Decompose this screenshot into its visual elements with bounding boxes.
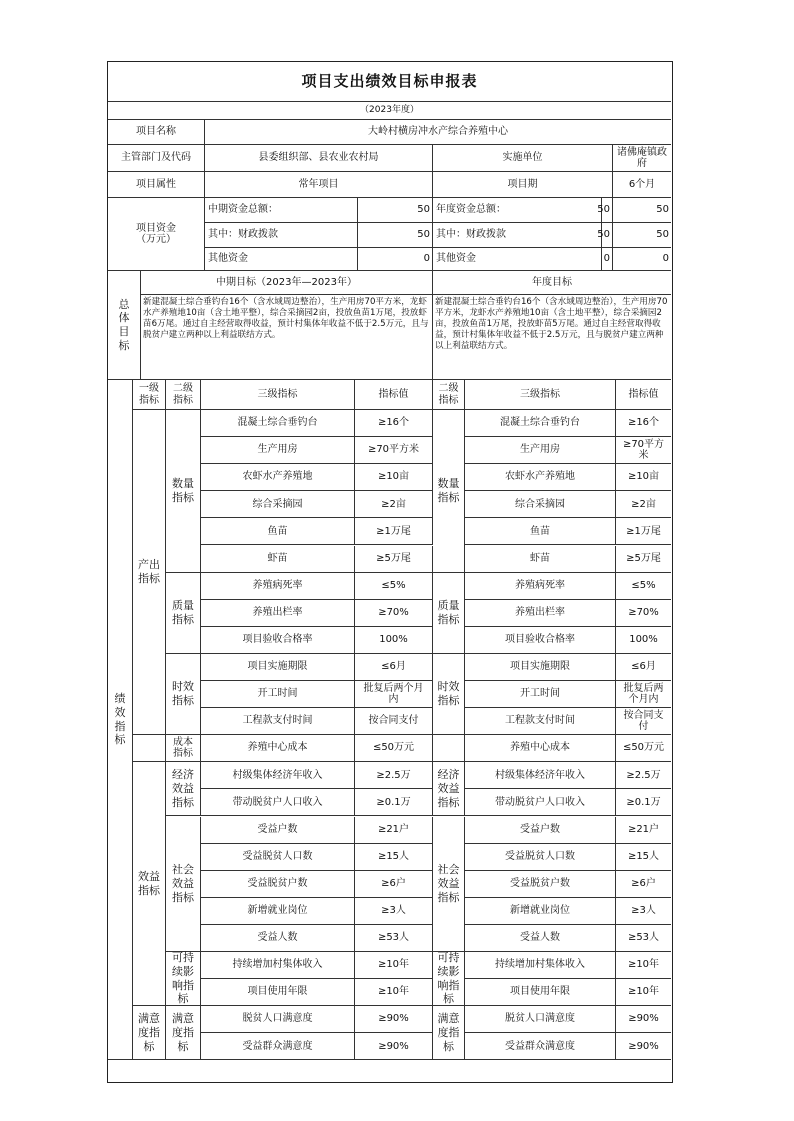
value-left: ≤6月	[355, 654, 433, 681]
fund-year-other-a: 0	[602, 248, 613, 271]
indicator-left: 生产用房	[201, 437, 355, 464]
value-left: ≥10亩	[355, 464, 433, 491]
fund-year-total-a: 50	[602, 198, 613, 223]
indicator-left: 受益群众满意度	[201, 1033, 355, 1060]
project-name: 大岭村横房冲水产综合养殖中心	[205, 120, 671, 145]
performance-target-form	[107, 61, 673, 1083]
value-left: ≥3人	[355, 898, 433, 925]
indicator-right: 养殖中心成本	[465, 735, 616, 762]
indicator-left: 鱼苗	[201, 518, 355, 545]
value-left: ≥6户	[355, 871, 433, 898]
group-quantity: 数量 指标	[166, 410, 201, 573]
fund-year-fin-a: 50	[602, 223, 613, 248]
value-left: ≥70%	[355, 600, 433, 627]
group-social: 社会 效益 指标	[166, 817, 201, 953]
indicator-left: 农虾水产养殖地	[201, 464, 355, 491]
value-left: ≥1万尾	[355, 518, 433, 545]
value-right: ≥2亩	[616, 491, 671, 518]
group-output: 产出 指标	[133, 410, 166, 735]
value-right: ≥10亩	[616, 464, 671, 491]
fund-mid-fin: 50	[358, 223, 433, 248]
fund-year-total-b: 50	[613, 198, 671, 223]
group-satis2: 满意 度指 标	[166, 1006, 201, 1060]
value-left: 按合同支付	[355, 708, 433, 735]
fund-mid-total: 50	[358, 198, 433, 223]
indicator-left: 混凝土综合垂钓台	[201, 410, 355, 437]
indicator-right: 村级集体经济年收入	[465, 762, 616, 789]
col-l1: 一级 指标	[133, 380, 166, 410]
value-right: ≥10年	[616, 979, 671, 1006]
year-goal-header: 年度目标	[433, 271, 671, 295]
dept-label: 主管部门及代码	[108, 145, 205, 172]
value-left: ≥0.1万	[355, 789, 433, 816]
impl-label: 实施单位	[433, 145, 613, 172]
indicator-right: 新增就业岗位	[465, 898, 616, 925]
group-r-satis: 满意 度指 标	[433, 1006, 465, 1060]
value-right: ≥70%	[616, 600, 671, 627]
value-right: ≥10年	[616, 952, 671, 979]
indicator-right: 受益脱贫人口数	[465, 844, 616, 871]
indicator-right: 工程款支付时间	[465, 708, 616, 735]
indicator-right: 项目使用年限	[465, 979, 616, 1006]
indicator-left: 虾苗	[201, 546, 355, 573]
value-left: ≥2.5万	[355, 762, 433, 789]
indicator-left: 持续增加村集体收入	[201, 952, 355, 979]
value-right: ≥0.1万	[616, 789, 671, 816]
value-left: ≥21户	[355, 817, 433, 844]
indicator-right: 受益脱贫户数	[465, 871, 616, 898]
value-right: ≥16个	[616, 410, 671, 437]
value-right: ≥70平方 米	[616, 437, 671, 464]
form-year: （2023年度）	[108, 102, 671, 120]
value-left: ≥90%	[355, 1033, 433, 1060]
value-left: ≤50万元	[355, 735, 433, 762]
value-right: 按合同支 付	[616, 708, 671, 735]
indicator-right: 项目验收合格率	[465, 627, 616, 654]
mid-goal-header: 中期目标（2023年—2023年）	[141, 271, 433, 295]
value-right: 批复后两 个月内	[616, 681, 671, 708]
group-r-quantity: 数量 指标	[433, 410, 465, 573]
group-r-economic: 经济 效益 指标	[433, 762, 465, 816]
value-left: ≥10年	[355, 979, 433, 1006]
fund-year-other-label: 其他资金	[433, 248, 602, 271]
col-l2-right: 二级 指标	[433, 380, 465, 410]
group-r-sustain: 可持 续影 响指 标	[433, 952, 465, 1006]
indicator-left: 养殖中心成本	[201, 735, 355, 762]
indicator-left: 综合采摘园	[201, 491, 355, 518]
fund-mid-total-label: 中期资金总额：	[205, 198, 358, 223]
indicator-right: 持续增加村集体收入	[465, 952, 616, 979]
value-left: 100%	[355, 627, 433, 654]
value-right: ≤6月	[616, 654, 671, 681]
project-name-label: 项目名称	[108, 120, 205, 145]
impl: 诸佛庵镇政府	[613, 145, 671, 172]
value-right: ≥53人	[616, 925, 671, 952]
value-right: ≥1万尾	[616, 518, 671, 545]
fund-mid-other-label: 其他资金	[205, 248, 358, 271]
value-left: ≥10年	[355, 952, 433, 979]
indicator-right: 受益人数	[465, 925, 616, 952]
fund-year-total-label: 年度资金总额：	[433, 198, 602, 223]
dept: 县委组织部、县农业农村局	[205, 145, 433, 172]
indicator-left: 项目实施期限	[201, 654, 355, 681]
group-timeliness: 时效 指标	[166, 654, 201, 735]
group-right-cost-spacer	[433, 735, 465, 762]
group-economic: 经济 效益 指标	[166, 762, 201, 816]
col-value-right: 指标值	[616, 380, 671, 410]
group-satisfaction: 满意 度指 标	[133, 1006, 166, 1060]
fund-year-other-b: 0	[613, 248, 671, 271]
period-label: 项目期	[433, 172, 613, 198]
group-r-timeliness: 时效 指标	[433, 654, 465, 735]
group-cost-spacer	[133, 735, 166, 762]
value-right: ≥21户	[616, 817, 671, 844]
group-benefit: 效益 指标	[133, 762, 166, 1006]
col-l3: 三级指标	[201, 380, 355, 410]
value-left: ≥53人	[355, 925, 433, 952]
indicator-right: 受益群众满意度	[465, 1033, 616, 1060]
indicator-left: 受益人数	[201, 925, 355, 952]
perf-label: 绩 效 指 标	[108, 380, 133, 1060]
fund-mid-fin-label: 其中：财政拨款	[205, 223, 358, 248]
indicator-left: 养殖病死率	[201, 573, 355, 600]
indicator-left: 工程款支付时间	[201, 708, 355, 735]
value-left: ≥70平方米	[355, 437, 433, 464]
indicator-right: 脱贫人口满意度	[465, 1006, 616, 1033]
indicator-right: 受益户数	[465, 817, 616, 844]
value-right: ≥5万尾	[616, 546, 671, 573]
indicator-right: 养殖病死率	[465, 573, 616, 600]
value-right: ≤5%	[616, 573, 671, 600]
value-left: ≥16个	[355, 410, 433, 437]
funds-label: 项目资金 （万元）	[108, 198, 205, 271]
indicator-right: 带动脱贫户人口收入	[465, 789, 616, 816]
period: 6个月	[613, 172, 671, 198]
indicator-right: 农虾水产养殖地	[465, 464, 616, 491]
indicator-left: 养殖出栏率	[201, 600, 355, 627]
group-quality: 质量 指标	[166, 573, 201, 654]
mid-goal-text: 新建混凝土综合垂钓台16个（含水域周边整治），生产用房70平方米，龙虾水产养殖地10亩（含土地平整），综合采摘园2亩，投放鱼苗1万尾，投放虾苗6万尾。通过自主经营取得收益，预计村集体年收益不低于2.5万元，且与脱贫户建立两种以上利益联结方式。	[141, 295, 433, 380]
col-l3-right: 三级指标	[465, 380, 616, 410]
indicator-left: 脱贫人口满意度	[201, 1006, 355, 1033]
indicator-right: 鱼苗	[465, 518, 616, 545]
col-value: 指标值	[355, 380, 433, 410]
value-right: ≥90%	[616, 1033, 671, 1060]
indicator-left: 带动脱贫户人口收入	[201, 789, 355, 816]
indicator-left: 开工时间	[201, 681, 355, 708]
value-left: ≥15人	[355, 844, 433, 871]
value-right: ≥2.5万	[616, 762, 671, 789]
year-goal-text: 新建混凝土综合垂钓台16个（含水域周边整治），生产用房70平方米，龙虾水产养殖地10亩（含土地平整），综合采摘园2亩，投放鱼苗1万尾，投放虾苗5万尾。通过自主经营取得收益，预计村集体年收益不低于2.5万元，且与脱贫户建立两种以上利益联结方式。	[433, 295, 671, 380]
value-right: ≥6户	[616, 871, 671, 898]
value-right: ≥3人	[616, 898, 671, 925]
indicator-left: 村级集体经济年收入	[201, 762, 355, 789]
fund-mid-other: 0	[358, 248, 433, 271]
indicator-left: 受益脱贫户数	[201, 871, 355, 898]
value-left: ≤5%	[355, 573, 433, 600]
indicator-right: 生产用房	[465, 437, 616, 464]
value-right: 100%	[616, 627, 671, 654]
value-right: ≤50万元	[616, 735, 671, 762]
group-r-social: 社会 效益 指标	[433, 817, 465, 953]
indicator-right: 开工时间	[465, 681, 616, 708]
col-l2: 二级 指标	[166, 380, 201, 410]
value-left: 批复后两个月 内	[355, 681, 433, 708]
indicator-left: 受益脱贫人口数	[201, 844, 355, 871]
group-cost: 成本 指标	[166, 735, 201, 762]
indicator-right: 虾苗	[465, 546, 616, 573]
value-right: ≥15人	[616, 844, 671, 871]
group-sustain: 可持 续影 响指 标	[166, 952, 201, 1006]
value-right: ≥90%	[616, 1006, 671, 1033]
indicator-left: 受益户数	[201, 817, 355, 844]
value-left: ≥5万尾	[355, 546, 433, 573]
indicator-left: 项目使用年限	[201, 979, 355, 1006]
fund-year-fin-b: 50	[613, 223, 671, 248]
value-left: ≥90%	[355, 1006, 433, 1033]
indicator-right: 综合采摘园	[465, 491, 616, 518]
indicator-right: 混凝土综合垂钓台	[465, 410, 616, 437]
attr-label: 项目属性	[108, 172, 205, 198]
indicator-left: 项目验收合格率	[201, 627, 355, 654]
indicator-left: 新增就业岗位	[201, 898, 355, 925]
indicator-right: 项目实施期限	[465, 654, 616, 681]
value-left: ≥2亩	[355, 491, 433, 518]
form-title: 项目支出绩效目标申报表	[108, 62, 671, 102]
attr: 常年项目	[205, 172, 433, 198]
overall-label: 总 体 目 标	[108, 271, 141, 380]
indicator-right: 养殖出栏率	[465, 600, 616, 627]
group-r-quality: 质量 指标	[433, 573, 465, 654]
fund-year-fin-label: 其中：财政拨款	[433, 223, 602, 248]
